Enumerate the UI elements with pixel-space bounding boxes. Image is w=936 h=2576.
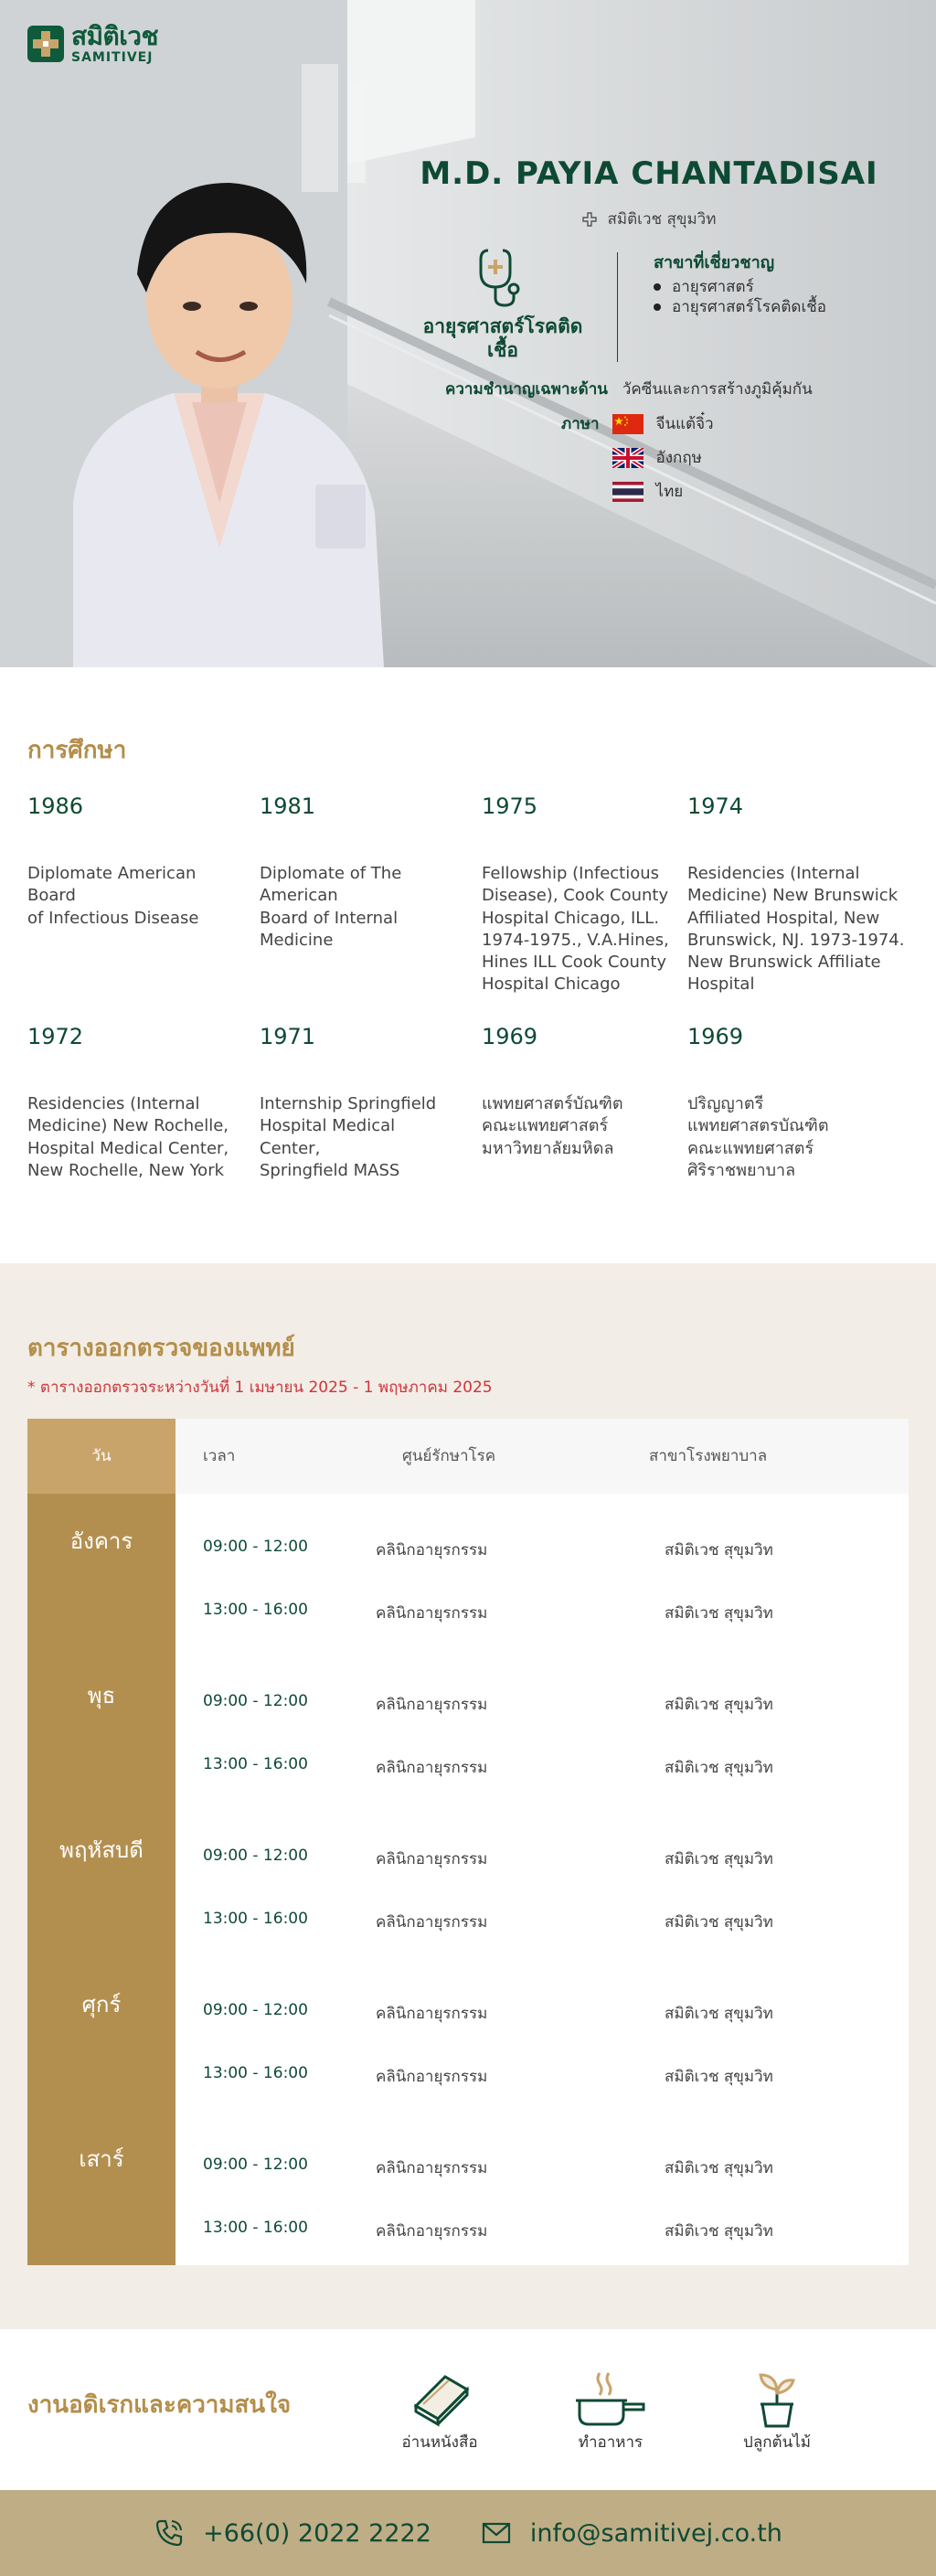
slot-clinic: คลินิกอายุรกรรม: [376, 2005, 488, 2023]
phone-contact[interactable]: [154, 2517, 431, 2549]
education-year: 1971: [260, 1024, 316, 1049]
slot-branch: สมิติเวช สุขุมวิท: [665, 2005, 773, 2023]
education-item: [27, 1024, 251, 1182]
footer-contact-bar: [0, 2490, 936, 2576]
education-item: [687, 793, 916, 996]
slot-time: 13:00 - 16:00: [203, 1601, 308, 1619]
schedule-header-row: [27, 1419, 909, 1494]
doctor-hospital: [393, 207, 905, 231]
education-desc: Residencies (Internal Medicine) New Rochelle, Hospital Medical Center, New Rochelle, New York: [27, 1094, 229, 1180]
slot-time: 13:00 - 16:00: [203, 1910, 308, 1928]
education-item: [482, 793, 692, 996]
language-block: [561, 411, 714, 504]
slot-clinic: คลินิกอายุรกรรม: [376, 2159, 488, 2177]
education-desc: แพทยศาสตร์บัณฑิต คณะแพทยศาสตร์ มหาวิทยาลัยมหิดล: [482, 1094, 623, 1158]
branch-block: [654, 249, 826, 317]
expertise-label: ความชำนาญเฉพาะด้าน: [445, 380, 608, 399]
email-address[interactable]: info@samitivej.co.th: [529, 2518, 782, 2548]
hospital-name: สมิติเวช สุขุมวิท: [607, 210, 717, 229]
hobby-label: ปลูกต้นไม้: [743, 2433, 811, 2452]
education-year: 1969: [482, 1024, 538, 1049]
phone-number[interactable]: +66(0) 2022 2222: [203, 2518, 431, 2548]
branch-list: [654, 277, 826, 317]
language-item: [612, 411, 714, 436]
logo-thai-text: สมิติเวช: [71, 21, 159, 51]
uk-flag-icon: [612, 448, 644, 468]
language-name: ไทย: [655, 483, 684, 501]
schedule-section: [0, 1263, 936, 2329]
language-name: จีนแต้จิ๋ว: [655, 415, 714, 433]
hobby-item: [376, 2369, 504, 2454]
slot-branch: สมิติเวช สุขุมวิท: [665, 1696, 773, 1714]
schedule-title: ตารางออกตรวจของแพทย์: [27, 1335, 295, 1362]
stethoscope-icon: [475, 247, 530, 311]
header-clinic: ศูนย์รักษาโรค: [402, 1447, 496, 1465]
slot-time: 09:00 - 12:00: [203, 2156, 308, 2174]
education-item: [260, 793, 470, 952]
education-year: 1969: [687, 1024, 744, 1049]
education-year: 1986: [27, 793, 84, 819]
thailand-flag-icon: [612, 482, 644, 502]
slot-branch: สมิติเวช สุขุมวิท: [665, 1604, 773, 1623]
samitivej-cross-icon: [27, 26, 64, 62]
slot-branch: สมิติเวช สุขุมวิท: [665, 1759, 773, 1777]
slot-time: 09:00 - 12:00: [203, 1692, 308, 1710]
logo-english-text: SAMITIVEJ: [71, 50, 154, 65]
samitivej-logo[interactable]: [27, 21, 159, 65]
hobbies-title: งานอดิเรกและความสนใจ: [27, 2391, 292, 2419]
slot-clinic: คลินิกอายุรกรรม: [376, 1759, 488, 1777]
slot-branch: สมิติเวช สุขุมวิท: [665, 1541, 773, 1559]
book-icon: [403, 2369, 476, 2428]
education-desc: ปริญญาตรี แพทยศาสตรบัณฑิต คณะแพทยศาสตร์ ศิริราชพยาบาล: [687, 1094, 829, 1180]
education-year: 1974: [687, 793, 744, 819]
slot-clinic: คลินิกอายุรกรรม: [376, 1604, 488, 1623]
education-desc: Diplomate of The American Board of Internal Medicine: [260, 864, 402, 950]
slot-clinic: คลินิกอายุรกรรม: [376, 2068, 488, 2086]
slot-time: 13:00 - 16:00: [203, 2219, 308, 2237]
day-label: พฤหัสบดี: [59, 1837, 144, 1863]
specialty-block: [411, 247, 594, 363]
language-list: [612, 411, 714, 504]
hospital-cross-icon: [582, 212, 597, 227]
education-item: [27, 793, 238, 930]
header-day: วัน: [27, 1419, 176, 1494]
specialty-name: อายุรศาสตร์โรคติดเชื้อ: [422, 315, 583, 362]
expertise-row: [445, 377, 813, 401]
slot-branch: สมิติเวช สุขุมวิท: [665, 1913, 773, 1932]
branch-title: สาขาที่เชี่ยวชาญ: [654, 253, 775, 272]
hobby-label: ทำอาหาร: [578, 2433, 644, 2452]
education-desc: Residencies (Internal Medicine) New Brunswick Affiliated Hospital, New Brunswick, NJ. 1973-1974. New Brunswick Affiliate Hospital: [687, 864, 905, 995]
schedule-table: [27, 1419, 909, 2265]
slot-clinic: คลินิกอายุรกรรม: [376, 1696, 488, 1714]
expertise-value: วัคซีนและการสร้างภูมิคุ้มกัน: [622, 380, 813, 399]
doctor-name: M.D. PAYIA CHANTADISAI: [420, 155, 878, 192]
hobby-item: [713, 2369, 841, 2454]
education-desc: Diplomate American Board of Infectious Disease: [27, 864, 199, 928]
slot-clinic: คลินิกอายุรกรรม: [376, 1850, 488, 1868]
education-item: [482, 1024, 692, 1160]
education-title: การศึกษา: [27, 737, 127, 764]
email-icon: [481, 2517, 512, 2549]
header-time: เวลา: [203, 1447, 236, 1465]
slot-clinic: คลินิกอายุรกรรม: [376, 1541, 488, 1559]
doctor-portrait: [37, 119, 402, 667]
header-branch: สาขาโรงพยาบาล: [649, 1447, 768, 1465]
hobbies-section: [0, 2329, 936, 2490]
language-item: [612, 479, 714, 504]
phone-icon: [154, 2517, 185, 2549]
hobby-item: [547, 2369, 675, 2454]
slot-clinic: คลินิกอายุรกรรม: [376, 1913, 488, 1932]
education-section: [0, 667, 936, 1263]
slot-branch: สมิติเวช สุขุมวิท: [665, 1850, 773, 1868]
education-year: 1981: [260, 793, 316, 819]
education-year: 1975: [482, 793, 538, 819]
education-year: 1972: [27, 1024, 84, 1049]
email-contact[interactable]: [481, 2517, 782, 2549]
day-label: เสาร์: [79, 2146, 124, 2172]
slot-time: 09:00 - 12:00: [203, 1538, 308, 1556]
plant-icon: [740, 2369, 814, 2428]
slot-time: 09:00 - 12:00: [203, 2001, 308, 2019]
language-label: ภาษา: [561, 415, 600, 433]
slot-branch: สมิติเวช สุขุมวิท: [665, 2222, 773, 2241]
slot-time: 13:00 - 16:00: [203, 2064, 308, 2082]
schedule-note: * ตารางออกตรวจระหว่างวันที่ 1 เมษายน 2025 - 1 พฤษภาคม 2025: [27, 1378, 493, 1397]
education-desc: Internship Springfield Hospital Medical Center, Springfield MASS: [260, 1094, 437, 1180]
doctor-hero: [0, 0, 936, 667]
day-label: ศุกร์: [81, 1992, 122, 2017]
education-item: [687, 1024, 898, 1182]
slot-branch: สมิติเวช สุขุมวิท: [665, 2068, 773, 2086]
education-item: [260, 1024, 470, 1182]
slot-branch: สมิติเวช สุขุมวิท: [665, 2159, 773, 2177]
hobby-label: อ่านหนังสือ: [401, 2433, 478, 2452]
day-label: อังคาร: [69, 1528, 133, 1554]
language-name: อังกฤษ: [655, 449, 702, 467]
cooking-pot-icon: [574, 2369, 647, 2428]
day-label: พุธ: [87, 1683, 116, 1708]
slot-time: 09:00 - 12:00: [203, 1847, 308, 1865]
slot-time: 13:00 - 16:00: [203, 1755, 308, 1773]
branch-item: อายุรศาสตร์โรคติดเชื้อ: [654, 297, 826, 317]
education-desc: Fellowship (Infectious Disease), Cook County Hospital Chicago, ILL. 1974-1975., V.A.Hines, Hines ILL Cook County Hospital Chicago: [482, 864, 669, 995]
info-divider: [617, 252, 618, 362]
slot-clinic: คลินิกอายุรกรรม: [376, 2222, 488, 2241]
language-item: [612, 445, 714, 470]
china-flag-icon: [612, 414, 644, 434]
branch-item: อายุรศาสตร์: [654, 277, 826, 297]
